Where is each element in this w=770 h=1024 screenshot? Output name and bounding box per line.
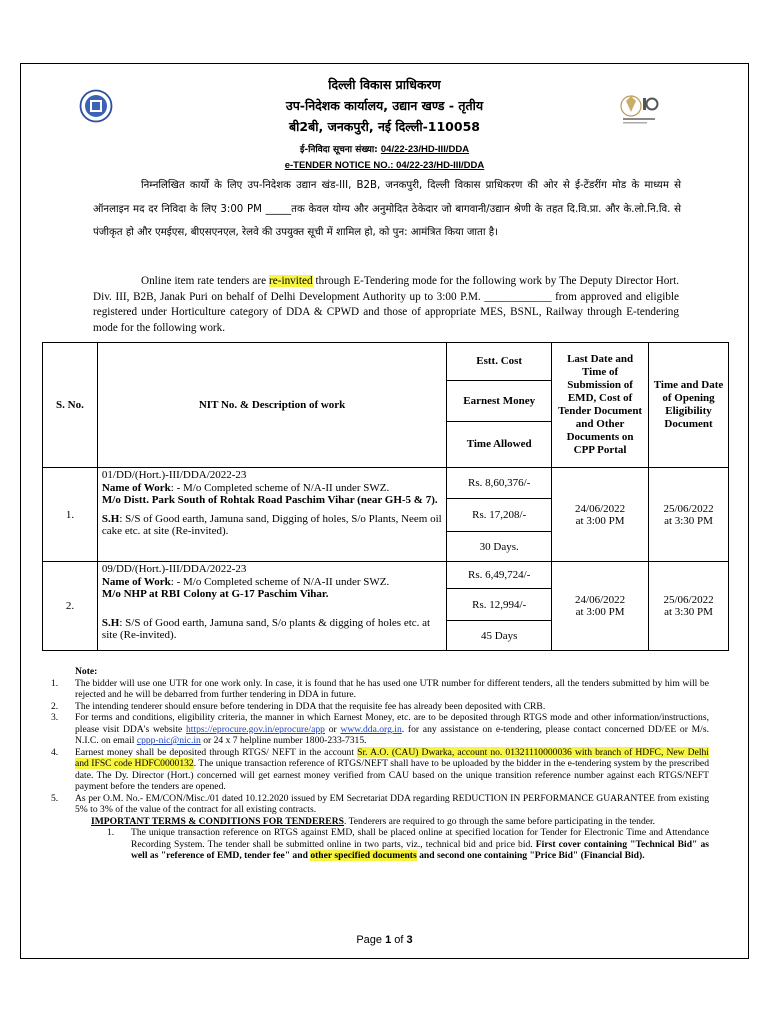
row-last-date: 24/06/2022 at 3:00 PM [552, 562, 649, 651]
nic-email-link[interactable]: cppp-nic@nic.in [136, 735, 201, 746]
row-opening: 25/06/2022 at 3:30 PM [649, 468, 729, 562]
org-name: दिल्ली विकास प्राधिकरण [328, 77, 441, 92]
header-sno: S. No. [43, 343, 98, 468]
note-4: Earnest money shall be deposited through RTGS/ NEFT in the account Sr. A.O. (CAU) Dwarka, account no. 01321110000036 with branch of HDFC, New Delhi and IFSC code HDFC0000132. The unique transaction reference of RTGS/NEFT shall have to be uploaded by the bidder in the e-tendering system by the prescribed date. The Dy. Director (Hort.) concerned will get earnest money verified from CAU based on the unique transition reference number against each RTGS/NEFT payment before the tenders are opened. [75, 746, 709, 792]
page-footer: Page 1 of 3 [356, 934, 413, 946]
row-time: 30 Days. [447, 532, 552, 562]
dda-website-link[interactable]: www.dda.org.in [340, 723, 402, 735]
note-3: For terms and conditions, eligibility criteria, the manner in which Earnest Money, etc. are to be deposited through RTGS mode and other information/instructions, please visit DDA's website https://eprocure.gov.in/eprocure/app or www.dda.org.in. for any assistance on e-tendering, please contact concerned DD/EE or M/s. N.I.C. on email cppp-nic@nic.in or 24 x 7 helpline number 1800-233-7315. [75, 712, 709, 746]
english-notice-number: e-TENDER NOTICE NO.: 04/22-23/HD-III/DDA [284, 160, 485, 171]
row-sno: 2. [43, 562, 98, 651]
important-terms: IMPORTANT TERMS & CONDITIONS FOR TENDERERS. Tenderers are required to go through the same before participating in the tender. [91, 815, 656, 827]
row-earnest: Rs. 12,994/- [447, 589, 552, 621]
note-2: The intending tenderer should ensure before tendering in DDA that the requisite fee has already been deposited with CRB. [75, 700, 546, 712]
row-last-date: 24/06/2022 at 3:00 PM [552, 468, 649, 562]
english-paragraph: Online item rate tenders are re-invited through E-Tendering mode for the following work by The Deputy Director Hort. Div. III, B2B, Janak Puri on behalf of Delhi Development Authority up to 3:00 P.M. ____________ from approved and eligible registered under Horticulture category of DDA & CPWD and those of appropriate MES, BSNL, Railway through E-tendering mode for the following work. [93, 275, 679, 334]
row-description: 01/DD/(Hort.)-III/DDA/2022-23 Name of Work: - M/o Completed scheme of N/A-II under SWZ. M/o Distt. Park South of Rohtak Road Paschim Vihar (near GH-5 & 7). S.H: S/S of Good earth, Jamuna sand, Digging of holes, S/o Plants, Neem oil cake etc. at site (Re-invited). [97, 468, 446, 562]
eprocure-link[interactable]: https://eprocure.gov.in/eprocure/app [186, 723, 325, 735]
hindi-paragraph: निम्नलिखित कार्यो के लिए उप-निदेशक उद्यान खंड-III, B2B, जनकपुरी, दिल्ली विकास प्राधिकरण की ओर से ई-टेंडरींग मोड के माध्यम से ऑनलाइन मद दर निविदा के लिए 3:00 PM _____तक केवल योग्य और अनुमोदित ठेकेदार जो बागवानी/उद्यान श्रेणी के तहत दि.वि.प्रा. और के.लो.नि.वि. से पंजीकृत हो और एमईएस, बीएसएनएल, रेलवे की उपयुक्त सूची में शामिल हो, को पुन: आमंत्रित किया जाता है। [93, 180, 681, 238]
note-5: As per O.M. No.- EM/CON/Misc./01 dated 10.12.2020 issued by EM Secretariat DDA regarding REDUCTION IN PERFORMANCE GUARANTEE from existing 5% to 3% of the value of the contract for all existing contracts. [75, 792, 709, 815]
header-time-allowed: Time Allowed [447, 422, 552, 468]
notes-title: Note: [75, 666, 98, 677]
header-nit: NIT No. & Description of work [97, 343, 446, 468]
row-sno: 1. [43, 468, 98, 562]
header-cost: Estt. Cost [447, 343, 552, 381]
notes-section: Note: 1. The bidder will use one UTR for one work only. In case, it is found that he has used one UTR number for different tenders, all the tenders submitted by him will be rejected and he will be debarred from further tendering in DDA in future. 2. The intending tenderer should ensure before tendering in DDA that the requisite fee has already been deposited with CRB. 3. For terms and conditions, eligibility criteria, the manner in which Earnest Money, etc. are to be deposited through RTGS mode and other information/instructions, please visit DDA's website https://eprocure.gov.in/eprocure/app or www.dda.org.in. for any assistance on e-tendering, please contact concerned DD/EE or M/s. N.I.C. on email cppp-nic@nic.in or 24 x 7 helpline number 1800-233-7315. 4. Earnest money shall be deposited through RTGS/ NEFT in the account Sr. A.O. (CAU) Dwarka, account no. 01321110000036 with branch of HDFC, New Delhi and IFSC code HDFC0000132. The unique transaction reference of RTGS/NEFT shall have to be uploaded by the bidder in the e-tendering system by the prescribed date. The Dy. Director (Hort.) concerned will get earnest money verified from CAU based on the unique transition reference number against each RTGS/NEFT payment before the tenders are opened. 5. As per O.M. No.- EM/CON/Misc./01 dated 10.12.2020 issued by EM Secretariat DDA regarding REDUCTION IN PERFORMANCE GUARANTEE from existing 5% to 3% of the value of the contract for all existing contracts. IMPORTANT TERMS & CONDITIONS FOR TENDERERS. Tenderers are required to go through the same before participating in the tender. 1. The unique transaction reference on RTGS against EMD, shall be placed online at specified location for Tender for Electronic Time and Attendance Recording System. The tender shall be submitted online in two parts, viz., technical bid and price bid. First cover containing "Technical Bid" as well as "reference of EMD, tender fee" and other specified documents and second one containing "Price Bid" (Financial Bid). [51, 666, 709, 861]
table-row [43, 562, 729, 589]
header [21, 74, 748, 137]
row-time: 45 Days [447, 621, 552, 651]
row-opening: 25/06/2022 at 3:30 PM [649, 562, 729, 651]
header-earnest: Earnest Money [447, 381, 552, 422]
office-address: बी2बी, जनकपुरी, नई दिल्ली-110058 [289, 119, 480, 134]
note-1: The bidder will use one UTR for one work only. In case, it is found that he has used one UTR number for different tenders, all the tenders submitted by him will be rejected and he will be debarred from further tendering in DDA in future. [75, 677, 709, 700]
tender-table [42, 342, 729, 651]
hindi-notice-number: ई-निविदा सूचना संख्या: 04/22-23/HD-III/DDA [299, 144, 470, 155]
table-row [43, 468, 729, 499]
office-name: उप-निदेशक कार्यालय, उद्यान खण्ड - तृतीय [285, 98, 484, 113]
row-cost: Rs. 6,49,724/- [447, 562, 552, 589]
document-page [20, 63, 749, 959]
header-last-date: Last Date and Time of Submission of EMD, Cost of Tender Document and Other Documents on CPP Portal [552, 343, 649, 468]
row-description: 09/DD/(Hort.)-III/DDA/2022-23 Name of Work: - M/o Completed scheme of N/A-II under SWZ. M/o NHP at RBI Colony at G-17 Paschim Vihar. S.H: S/S of Good earth, Jamuna sand, S/o plants & digging of holes etc. at site (Re-invited). [97, 562, 446, 651]
row-cost: Rs. 8,60,376/- [447, 468, 552, 499]
row-earnest: Rs. 17,208/- [447, 499, 552, 532]
term-1: The unique transaction reference on RTGS against EMD, shall be placed online at specified location for Tender for Electronic Time and Attendance Recording System. The tender shall be submitted online in two parts, viz., technical bid and price bid. First cover containing "Technical Bid" as well as "reference of EMD, tender fee" and other specified documents and second one containing "Price Bid" (Financial Bid). [131, 827, 709, 861]
header-opening: Time and Date of Opening Eligibility Document [649, 343, 729, 468]
